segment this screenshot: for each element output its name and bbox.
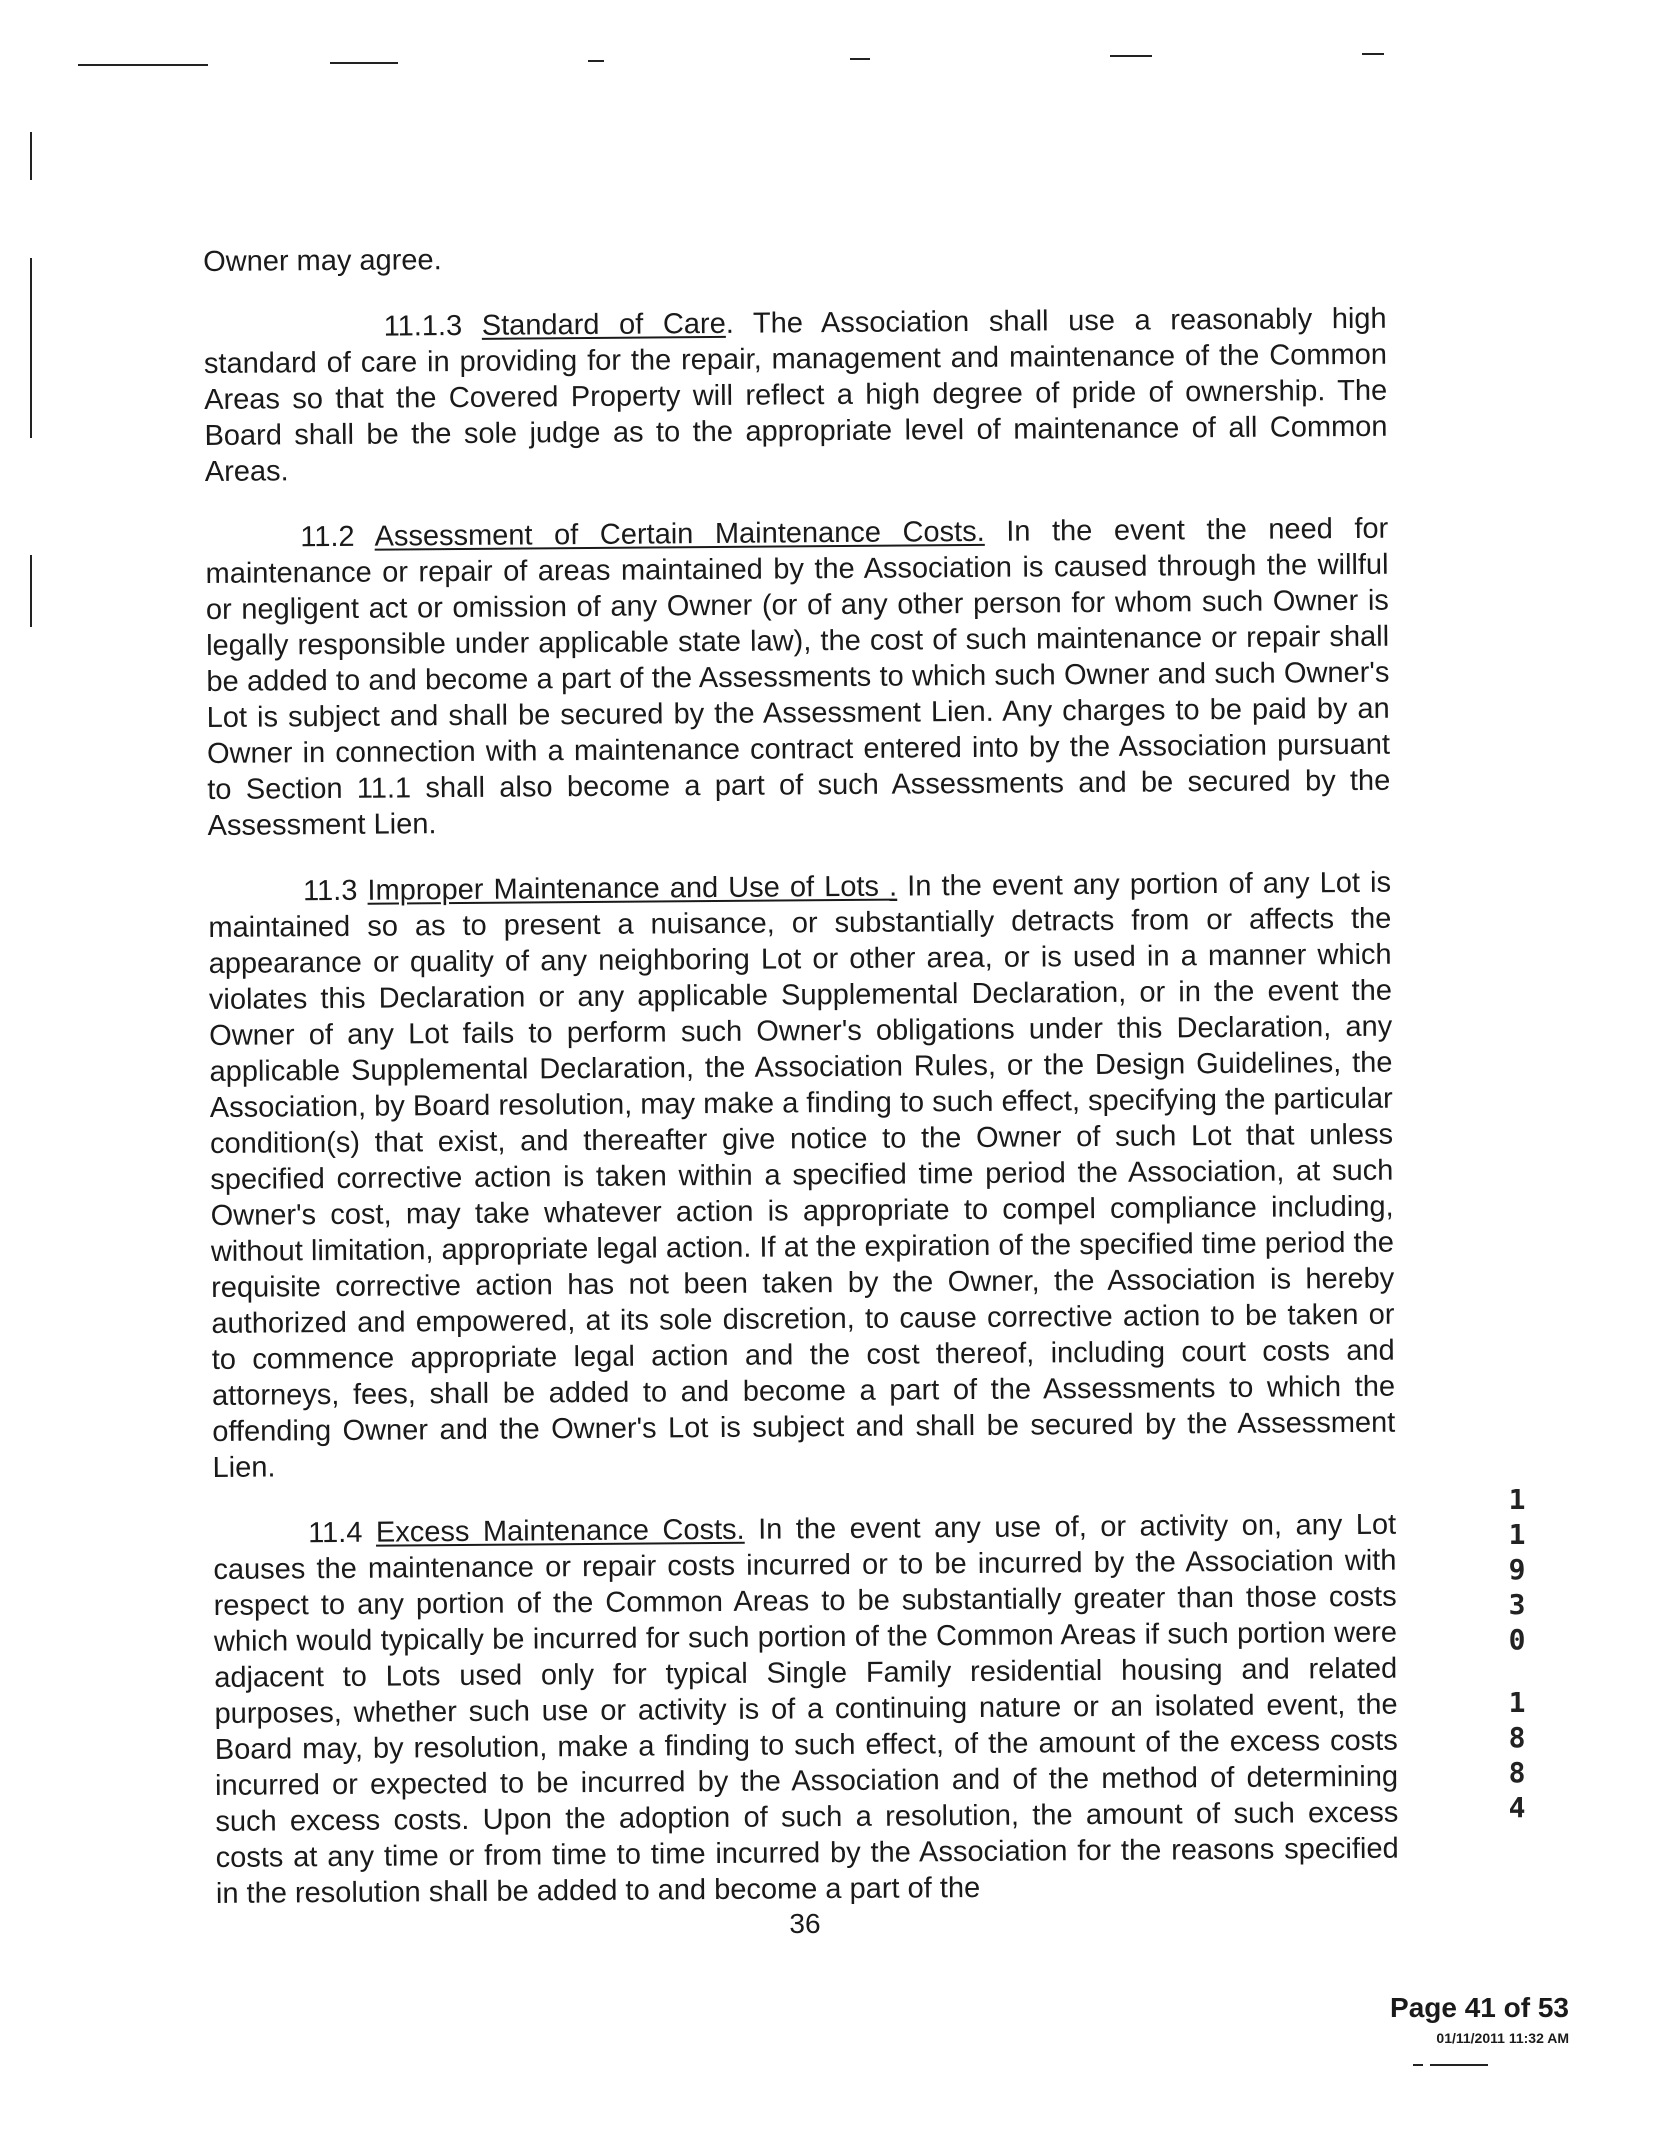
paragraph-body: In the event any portion of any Lot is maintained so as to present a nuisance, or substantially detracts from or affects the appearance or quality of any neighboring Lot or other area, or is used in a manner which violates this Declaration or any applicable Supplemental Declaration, or in the event the Owner of any Lot fails to perform such Owner's obligations under this Declaration, any applicable Supplemental Declaration, the Association Rules, or the Design Guidelines, the Association, by Board resolution, may make a finding to such effect, specifying the particular condition(s) that exist, and thereafter give notice to the Owner of such Lot that unless specified corrective action is taken within a specified time period the Association, at such Owner's cost, may take whatever action is appropriate to compel compliance including, without limitation, appropriate legal action. If at the expiration of the specified time period the requisite corrective action has not been taken by the Owner, the Association is hereby authorized and empowered, at its sole discretion, to cause corrective action to be taken or to commence appropriate legal action and the cost thereof, including court costs and attorneys, fees, shall be added to and become a part of the Assessments to which the offending Owner and the Owner's Lot is subject and shall be secured by the Assessment Lien. — [208, 866, 1396, 1484]
scan-mark — [1430, 2064, 1488, 2066]
scan-mark — [1413, 2064, 1423, 2066]
stamp-digit: 1 — [1508, 1686, 1526, 1719]
margin-bar — [30, 132, 32, 180]
scan-mark — [850, 58, 870, 60]
margin-bar — [30, 258, 32, 438]
margin-bar — [30, 555, 32, 627]
scan-mark — [588, 60, 604, 62]
section-heading: Assessment of Certain Maintenance Costs. — [374, 515, 985, 553]
section-heading: Excess Maintenance Costs. — [375, 1513, 745, 1549]
stamp-digit: 3 — [1508, 1588, 1526, 1621]
section-number: 11.2 — [300, 520, 355, 554]
paragraph-11-2 — [205, 511, 1391, 844]
paragraph-11-4 — [213, 1507, 1399, 1912]
section-number: 11.3 — [302, 874, 358, 908]
stamp-digit: 1 — [1508, 1483, 1526, 1516]
footer-page-label: Page 41 of 53 — [1390, 1992, 1569, 2023]
paragraph-body: Owner may agree. — [203, 244, 442, 278]
stamp-digit: 4 — [1508, 1791, 1526, 1824]
paragraph-body: In the event the need for maintenance or repair of areas maintained by the Association is caused through the willful or negligent act or omission of any Owner (or of any other person for whom such Owner is legally responsible under applicable state law), the cost of such maintenance or repair shall be added to and become a part of the Assessments to which such Owner and such Owner's Lot is subject and shall be secured by the Assessment Lien. Any charges to be paid by an Owner in connection with a maintenance contract entered into by the Association pursuant to Section 11.1 shall also become a part of such Assessments and be secured by the Assessment Lien. — [205, 512, 1391, 842]
section-heading: Standard of Care — [481, 307, 726, 342]
stamp-digit: 1 — [1508, 1518, 1526, 1551]
scan-mark — [1110, 55, 1152, 57]
section-heading: Improper Maintenance and Use of Lots . — [367, 870, 898, 907]
paragraph-body: . The Association shall use a reasonably high standard of care in providing for the repair, management and maintenance of the Common Areas so that the Covered Property will reflect a high degree of pride of ownership. The Board shall be the sole judge as to the appropriate level of maintenance of all Common Areas. — [203, 302, 1388, 488]
scan-mark — [1362, 53, 1384, 55]
paragraph-11-3 — [208, 865, 1396, 1486]
page-number: 36 — [789, 1908, 821, 1939]
stamp-digit: 8 — [1508, 1756, 1526, 1789]
stamp-digit: 0 — [1508, 1623, 1526, 1656]
section-number: 11.4 — [308, 1516, 363, 1550]
footer-timestamp: 01/11/2011 11:32 AM — [1436, 2030, 1569, 2046]
scan-mark — [330, 62, 398, 64]
document-body — [203, 235, 1399, 1942]
scan-mark — [78, 64, 208, 66]
stamp-digit: 8 — [1508, 1721, 1526, 1754]
paragraph-11-1-3 — [204, 301, 1388, 490]
stamp-digit: 9 — [1508, 1553, 1526, 1586]
paragraph-continuation — [203, 235, 1386, 280]
section-number: 11.1.3 — [383, 309, 463, 343]
recording-stamp — [1497, 1482, 1537, 1825]
paragraph-body: In the event any use of, or activity on, any Lot causes the maintenance or repair costs incurred or to be incurred by the Association with respect to any portion of the Common Areas to be substantially greater than those costs which would typically be incurred for such portion of the Common Areas if such portion were adjacent to Lots used only for typical Single Family residential housing and related purposes, whether such use or activity is of a continuing nature or an isolated event, the Board may, by resolution, make a finding to such effect, of the amount of the excess costs incurred or expected to be incurred by the Association and of the method of determining such excess costs. Upon the adoption of such a resolution, the amount of such excess costs at any time or from time to time incurred by the Association for the reasons specified in the resolution shall be added to and become a part of the — [213, 1508, 1399, 1910]
